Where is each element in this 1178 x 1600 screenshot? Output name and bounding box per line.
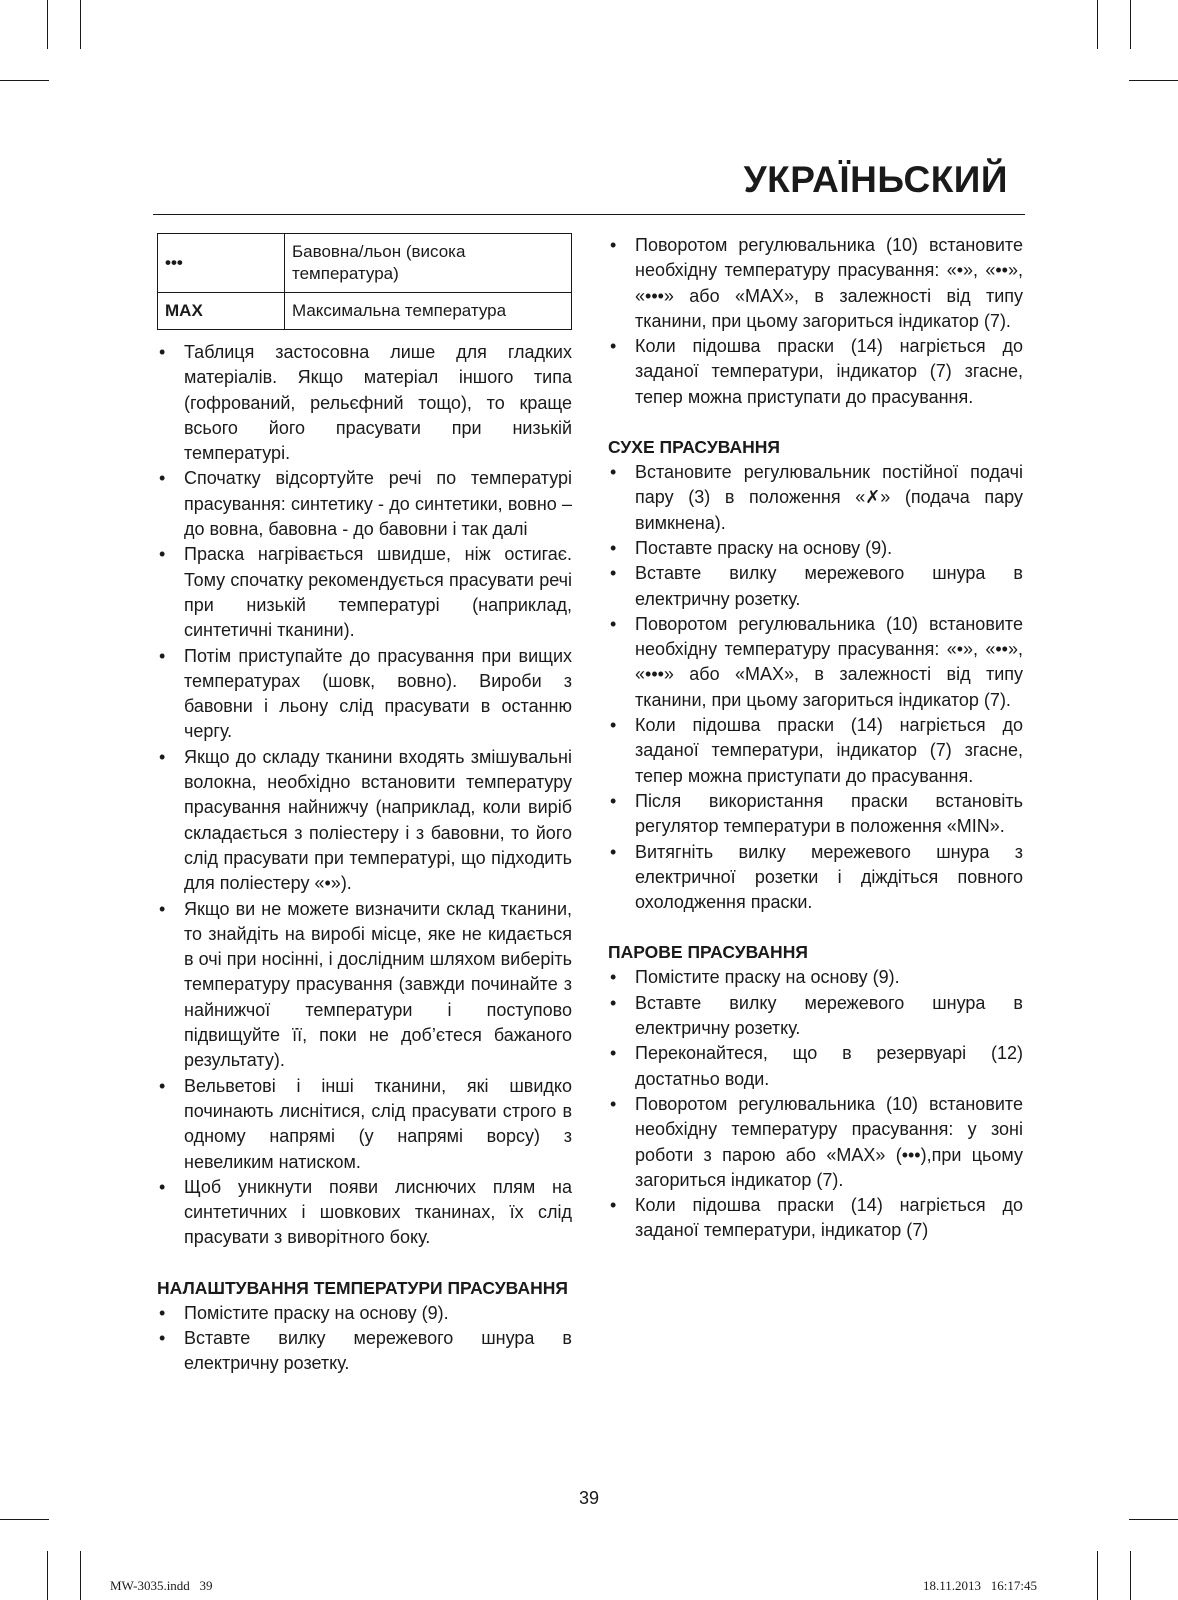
table-row — [158, 293, 572, 330]
temp-setting-continued-list — [608, 233, 1023, 410]
ironing-tips-list — [157, 340, 572, 1251]
left-column — [157, 233, 572, 1377]
list-item: • Вельветові і інші тканини, які швидко починають лиснітися, слід прасувати строго в одному напрямі (у напрямі ворсу) з невеликим натиском. — [157, 1074, 572, 1175]
list-item: • Вставте вилку мережевого шнура в електричну розетку. — [608, 561, 1023, 612]
list-item: • Поставте праску на основу (9). — [608, 536, 1023, 561]
list-item: • Витягніть вилку мережевого шнура з електричної розетки і дiждiться повного охолодження праски. — [608, 840, 1023, 916]
list-item: • Коли підошва праски (14) нагріється до заданої температури, індикатор (7) — [608, 1193, 1023, 1244]
crop-mark — [1129, 80, 1178, 81]
crop-mark — [0, 1519, 49, 1520]
list-item: • Помістите праску на основу (9). — [157, 1301, 572, 1326]
list-item: • Таблиця застосовна лише для гладких матеріалів. Якщо матеріал іншого типа (гофрований, рельєфний тощо), то краще всього його прасувати при низькій температурі. — [157, 340, 572, 466]
list-item: • Вставте вилку мережевого шнура в електричну розетку. — [157, 1326, 572, 1377]
temperature-description: Максимальна температура — [285, 293, 572, 330]
temperature-symbol: ••• — [158, 234, 285, 293]
temperature-description: Бавовна/льон (висока температура) — [285, 234, 572, 293]
list-item: • Встановите регулювальник постійної подачі пару (3) в положення «✗» (подача пару вимкнена). — [608, 460, 1023, 536]
crop-mark — [1129, 1519, 1178, 1520]
list-item: • Поворотом регулювальника (10) встановите необхідну температуру прасування: у зоні роботи з парою або «MAX» (•••),при цьому загориться індикатор (7). — [608, 1092, 1023, 1193]
dry-ironing-list — [608, 460, 1023, 915]
crop-mark — [1130, 0, 1131, 49]
crop-mark — [1097, 1551, 1098, 1600]
section-heading-steam-ironing: ПАРОВЕ ПРАСУВАННЯ — [608, 942, 808, 963]
list-item: • Якщо до складу тканини входять змішувальні волокна, необхідно встановити температуру прасування найнижчу (наприклад, коли виріб складається з поліестеру і з бавовни, то його слід прасувати при температурі, що підходить для поліестеру «•»). — [157, 745, 572, 897]
page-number: 39 — [578, 1488, 600, 1508]
list-item: • Поворотом регулювальника (10) встановите необхідну температуру прасування: «•», «••», «•••» або «MAX», в залежності від типу тканини, при цьому загориться індикатор (7). — [608, 233, 1023, 334]
temperature-table — [157, 233, 572, 330]
temp-setting-list — [157, 1301, 572, 1377]
steam-ironing-list — [608, 965, 1023, 1243]
crop-mark — [1130, 1551, 1131, 1600]
list-item: • Переконайтеся, що в резервуарі (12) достатньо води. — [608, 1041, 1023, 1092]
list-item: • Щоб уникнути появи лиснючих плям на синтетичних і шовкових тканинах, їх слід прасувати з виворітного боку. — [157, 1175, 572, 1251]
list-item: • Якщо ви не можете визначити склад тканини, то знайдіть на виробі місце, яке не кидається в очі при носінні, і дослідним шляхом виберіть температуру прасування (завжди починайте з найнижчої температури і поступово підвищуйте її, поки не доб’єтеся бажаного результату). — [157, 897, 572, 1074]
list-item: • Праска нагрівається швидше, ніж остигає. Тому спочатку рекомендується прасувати речі при низькій температурі (наприклад, синтетичні тканини). — [157, 542, 572, 643]
right-column — [608, 233, 1023, 1244]
list-item: • Коли підошва праски (14) нагріється до заданої температури, індикатор (7) згасне, тепер можна приступати до прасування. — [608, 713, 1023, 789]
list-item: • Коли підошва праски (14) нагріється до заданої температури, індикатор (7) згасне, тепер можна приступати до прасування. — [608, 334, 1023, 410]
crop-mark — [47, 0, 48, 49]
list-item: • Спочатку відсортуйте речі по температурі прасування: синтетику - до синтетики, вовно – до вовна, бавовна - до бавовни і так далі — [157, 466, 572, 542]
page-title: УКРАЇНЬСКИЙ — [743, 159, 1008, 200]
crop-mark — [1097, 0, 1098, 49]
list-item: • Поворотом регулювальника (10) встановите необхідну температуру прасування: «•», «••», «•••» або «MAX», в залежності від типу тканини, при цьому загориться індикатор (7). — [608, 612, 1023, 713]
list-item: • Помістите праску на основу (9). — [608, 965, 1023, 990]
section-heading-dry-ironing: СУХЕ ПРАСУВАННЯ — [608, 437, 780, 458]
crop-mark — [80, 0, 81, 49]
file-slug: MW-3035.indd 39 — [110, 1578, 213, 1593]
crop-mark — [0, 80, 49, 81]
title-rule — [153, 214, 1025, 215]
crop-mark — [80, 1551, 81, 1600]
list-item: • Вставте вилку мережевого шнура в електричну розетку. — [608, 991, 1023, 1042]
crop-mark — [47, 1551, 48, 1600]
list-item: • Потім приступайте до прасування при вищих температурах (шовк, вовно). Вироби з бавовни і льону слід прасувати в останню чергу. — [157, 644, 572, 745]
list-item: • Після використання праски встановіть регулятор температури в положення «MIN». — [608, 789, 1023, 840]
print-timestamp: 18.11.2013 16:17:45 — [923, 1578, 1037, 1593]
section-heading-temp-setting: НАЛАШТУВАННЯ ТЕМПЕРАТУРИ ПРАСУВАННЯ — [157, 1277, 568, 1298]
temperature-symbol: MAX — [158, 293, 285, 330]
table-row — [158, 234, 572, 293]
